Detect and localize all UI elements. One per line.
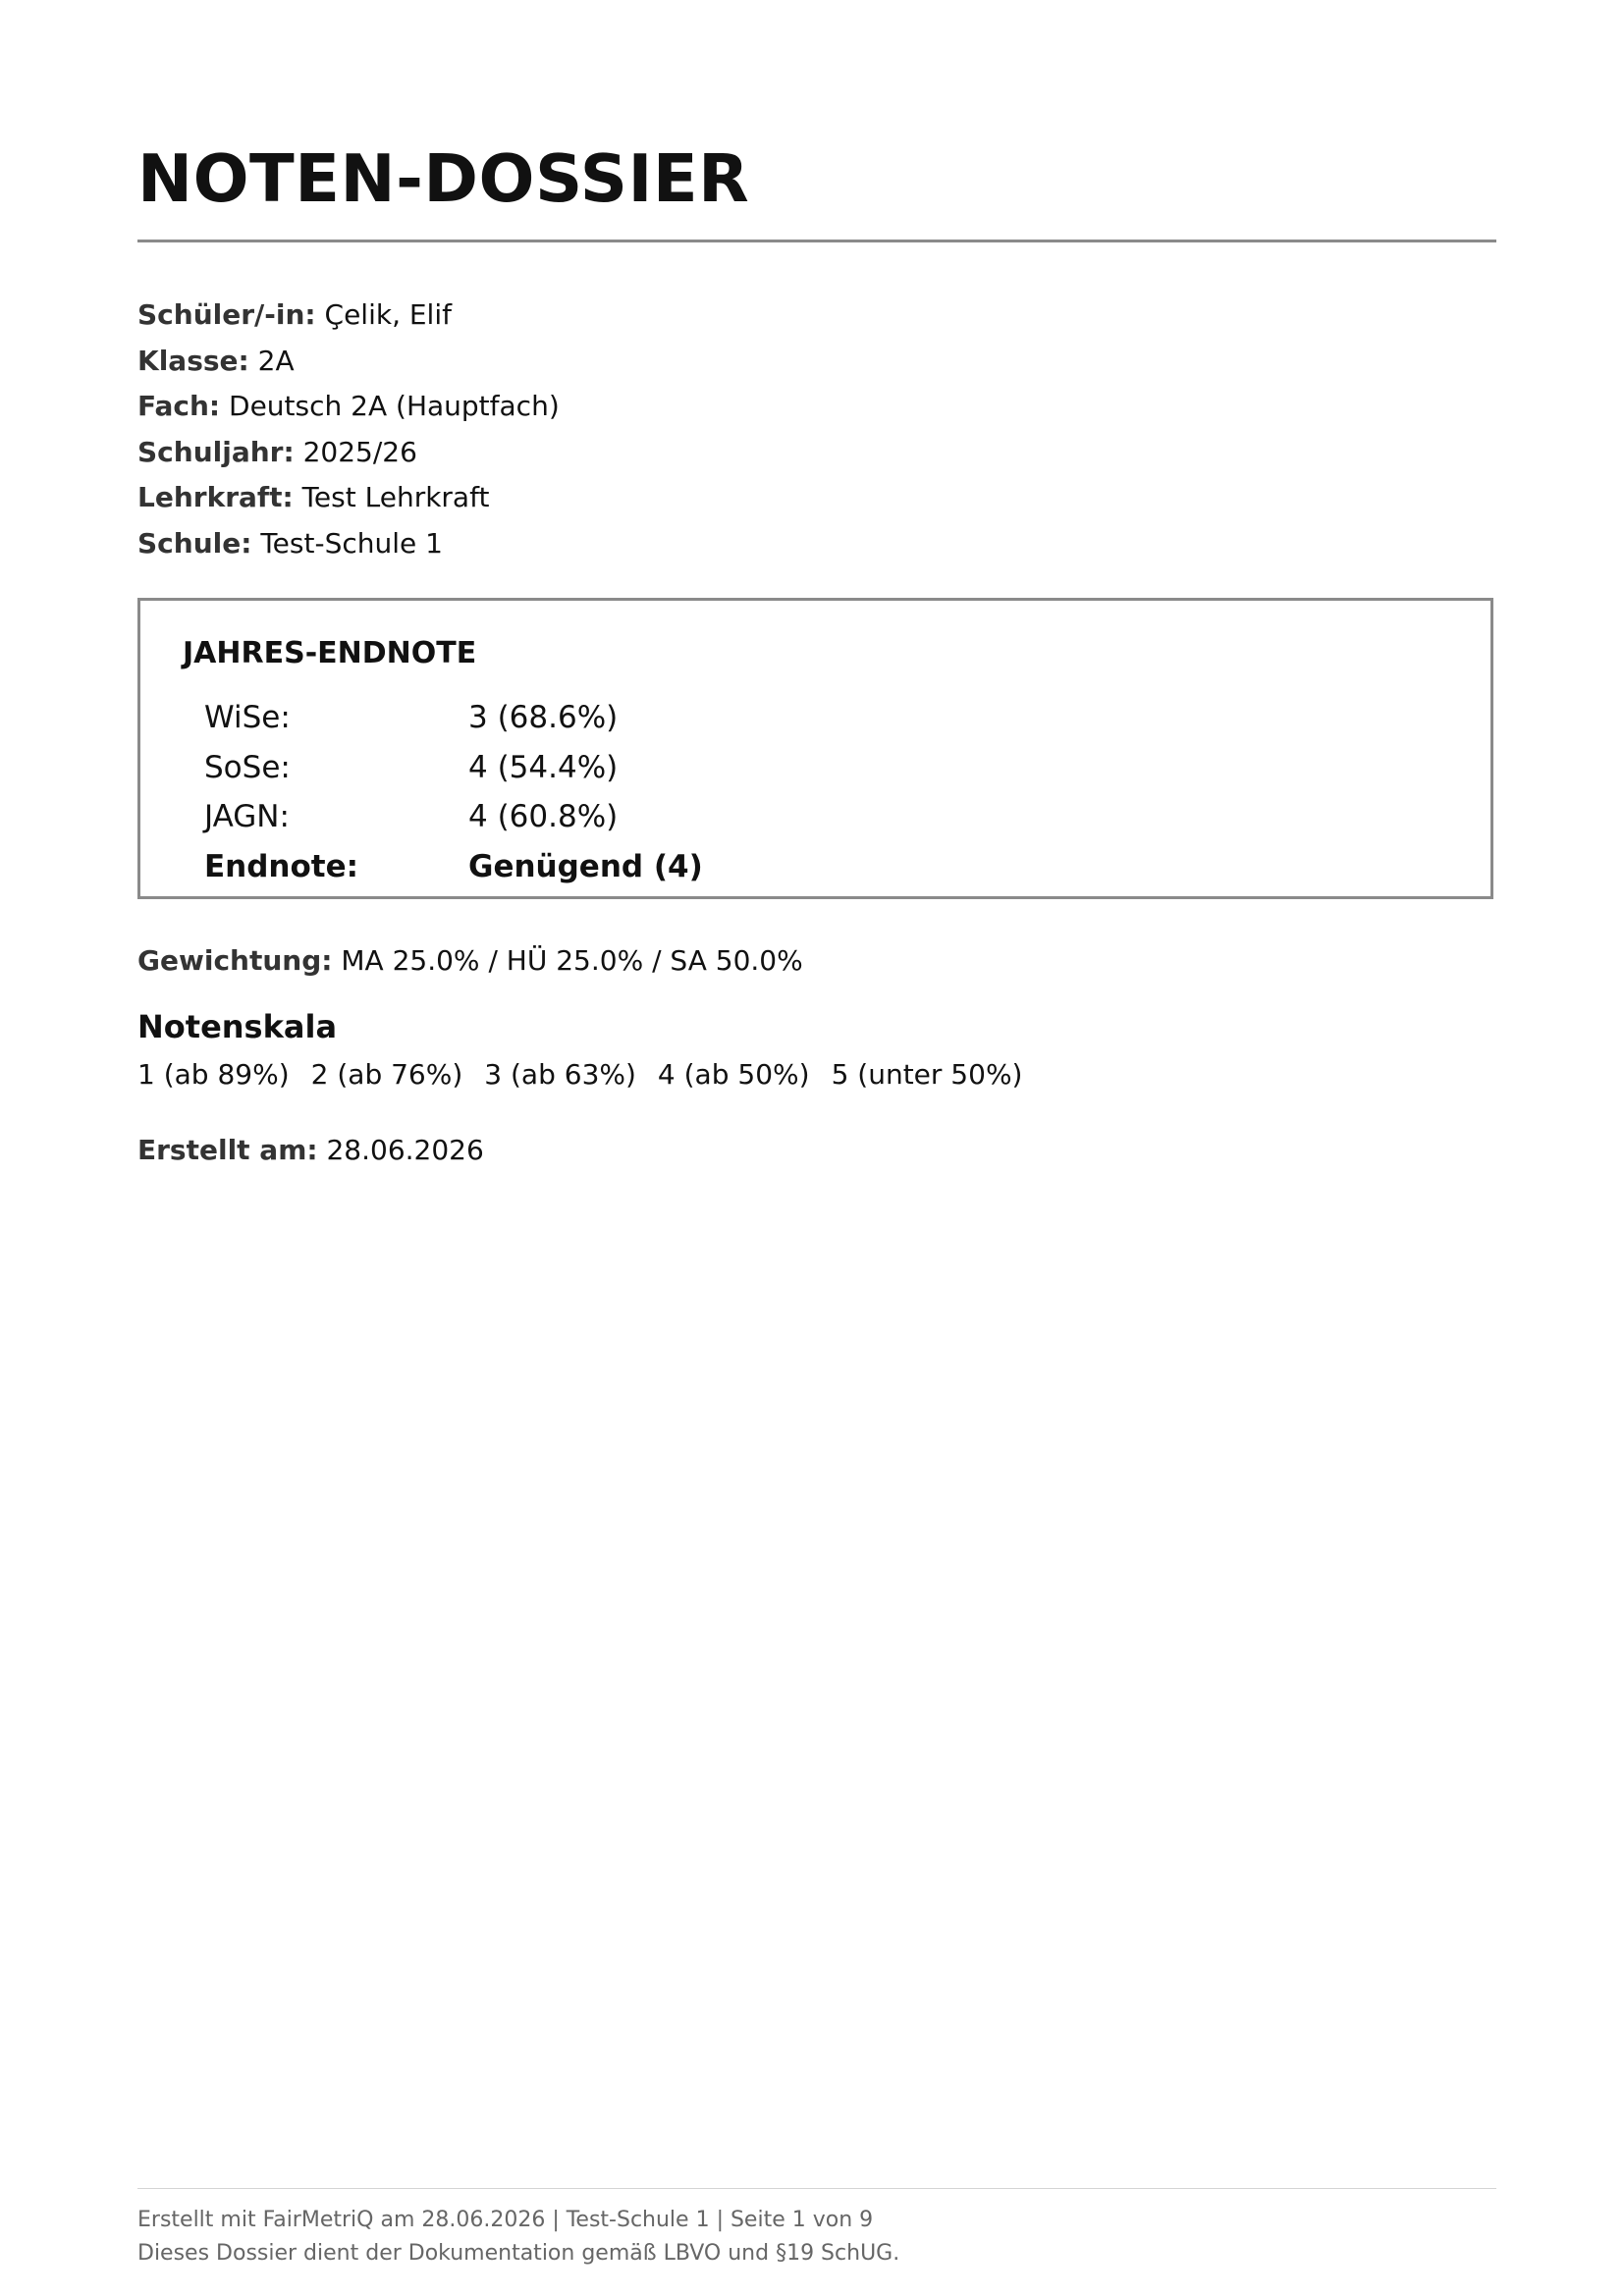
student-row (137, 293, 560, 339)
teacher-value: Test Lehrkraft (301, 481, 490, 513)
class-row (137, 339, 560, 385)
school-year-row (137, 430, 560, 476)
endnote-heading: JAHRES-ENDNOTE (183, 636, 477, 670)
class-value: 2A (257, 344, 295, 377)
student-label: Schüler/-in: (137, 298, 316, 331)
endnote-box (137, 598, 1493, 899)
grade-scale-heading: Notenskala (137, 1008, 338, 1045)
subject-value: Deutsch 2A (Hauptfach) (229, 390, 560, 422)
weighting-line (137, 944, 803, 977)
weighting-value: MA 25.0% / HÜ 25.0% / SA 50.0% (341, 944, 803, 977)
created-label: Erstellt am: (137, 1134, 318, 1166)
school-row (137, 521, 560, 567)
endnote-row-value: 3 (68.6%) (468, 700, 619, 735)
title-divider (137, 240, 1496, 242)
grade-scale-item: 5 (unter 50%) (831, 1058, 1023, 1091)
endnote-table (204, 693, 703, 891)
footer-line-1: Erstellt mit FairMetriQ am 28.06.2026 | Test-Schule 1 | Seite 1 von 9 (137, 2208, 874, 2232)
weighting-label: Gewichtung: (137, 944, 333, 977)
created-date-line (137, 1134, 484, 1166)
page-title: NOTEN-DOSSIER (137, 140, 750, 217)
endnote-row-label: SoSe: (204, 749, 291, 785)
endnote-row-label: JAGN: (204, 799, 290, 834)
student-info (137, 293, 560, 566)
grade-scale-item: 2 (ab 76%) (310, 1058, 463, 1091)
subject-label: Fach: (137, 390, 221, 422)
endnote-row-wise (204, 693, 703, 743)
endnote-row-value: 4 (60.8%) (468, 799, 619, 834)
student-value: Çelik, Elif (324, 298, 452, 331)
school-value: Test-Schule 1 (260, 526, 443, 560)
teacher-label: Lehrkraft: (137, 481, 294, 513)
endnote-row-label: Endnote: (204, 848, 359, 884)
endnote-row-final (204, 842, 703, 892)
subject-row (137, 384, 560, 430)
footer-line-2: Dieses Dossier dient der Dokumentation gemäß LBVO und §19 SchUG. (137, 2241, 900, 2266)
school-year-label: Schuljahr: (137, 435, 295, 468)
endnote-row-jagn (204, 792, 703, 842)
endnote-row-value: 4 (54.4%) (468, 749, 619, 785)
created-value: 28.06.2026 (326, 1134, 484, 1166)
page-footer (137, 2204, 899, 2270)
document-page (137, 0, 1496, 2296)
footer-divider (137, 2188, 1496, 2189)
endnote-row-value: Genügend (4) (468, 848, 703, 884)
school-year-value: 2025/26 (302, 435, 417, 468)
school-label: Schule: (137, 526, 252, 560)
teacher-row (137, 475, 560, 521)
grade-scale-item: 3 (ab 63%) (484, 1058, 636, 1091)
endnote-row-sose (204, 743, 703, 793)
endnote-row-label: WiSe: (204, 700, 291, 735)
grade-scale-item: 1 (ab 89%) (137, 1058, 290, 1091)
grade-scale-item: 4 (ab 50%) (657, 1058, 810, 1091)
grade-scale (137, 1058, 1022, 1091)
class-label: Klasse: (137, 344, 249, 377)
